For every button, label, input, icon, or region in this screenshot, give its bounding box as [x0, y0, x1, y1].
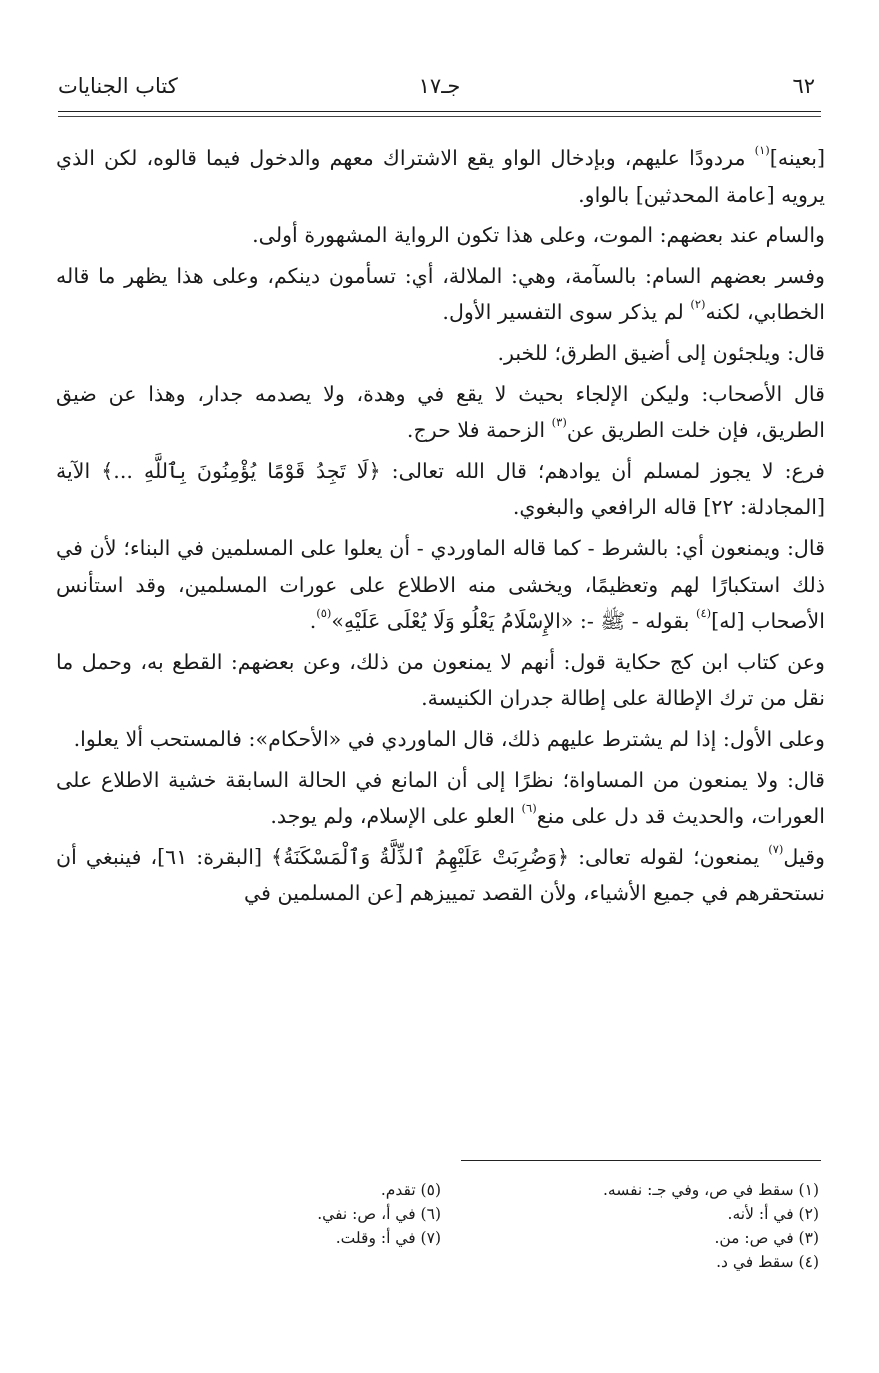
footnotes-right-column [603, 1178, 819, 1274]
paragraph: وعلى الأول: إذا لم يشترط عليهم ذلك، قال الماوردي في «الأحكام»: فالمستحب ألا يعلوا. [73, 726, 825, 751]
paragraph: قال: ولا يمنعون من المساواة؛ نظرًا إلى أن المانع في الحالة السابقة خشية الاطلاع على العورات، والحديث قد دل على منع$^{(٦)}$ العلو على الإسلام، ولم يوجد. [56, 767, 825, 829]
footnote-ref[interactable]: (٢) [690, 297, 706, 312]
page-number: ٦٢ [792, 74, 815, 98]
paragraph: [بعينه]$^{(١)}$ مردودًا عليهم، وبإدخال الواو يقع الاشتراك معهم والدخول فيما قالوه، لكن الذي يرويه [عامة المحدثين] بالواو. [56, 143, 825, 207]
body-text [56, 140, 825, 912]
paragraph: والسام عند بعضهم: الموت، وعلى هذا تكون الرواية المشهورة أولى. [252, 223, 825, 248]
footnote: (٣) في ص: من. [714, 1229, 819, 1247]
header-rule [58, 111, 821, 112]
footnote: (٤) سقط في د. [716, 1253, 819, 1271]
footnote: (١) سقط في ص، وفي جـ: نفسه. [603, 1181, 819, 1199]
footnote-ref[interactable]: (٥) [316, 606, 332, 621]
footnote: (٧) في أ: وقلت. [335, 1229, 441, 1247]
footnote-ref[interactable]: (٣) [551, 415, 567, 430]
paragraph: قال: ويلجئون إلى أضيق الطرق؛ للخبر. [497, 340, 825, 365]
paragraph: فرع: لا يجوز لمسلم أن يوادهم؛ قال الله تعالى: ﴿لَا تَجِدُ قَوْمًا يُؤْمِنُونَ بِٱللَّهِ ...﴾ الآية [المجادلة: ٢٢] قاله الرافعي والبغوي. [56, 458, 825, 520]
footnote: (٢) في أ: لأنه. [727, 1205, 819, 1223]
paragraph: وعن كتاب ابن كج حكاية قول: أنهم لا يمنعون من ذلك، وعن بعضهم: القطع به، وحمل ما نقل من ترك الإطالة على إطالة جدران الكنيسة. [56, 649, 825, 711]
paragraph: وقيل$^{(٧)}$ يمنعون؛ لقوله تعالى: ﴿وَضُرِبَتْ عَلَيْهِمُ ٱلذِّلَّةُ وَٱلْمَسْكَنَةُ﴾ [البقرة: ٦١]، فينبغي أن نستحقرهم في جميع الأشياء، ولأن القصد تمييزهم [عن المسلمين في [56, 841, 825, 906]
paragraph: قال الأصحاب: وليكن الإلجاء بحيث لا يقع في وهدة، ولا يصدمه جدار، وهذا عن ضيق الطريق، فإن خلت الطريق عن$^{(٣)}$ الزحمة فلا حرج. [56, 381, 825, 443]
header-rule-secondary [58, 116, 821, 117]
paragraph: قال: ويمنعون أي: بالشرط - كما قاله الماوردي - أن يعلوا على المسلمين في البناء؛ لأن في ذلك استكبارًا لهم وتعظيمًا، ويخشى منه الاطلاع على عورات المسلمين، وقد استأنس الأصحاب [له]$^{(٤)}$ بقوله - ﷺ -: «الإِسْلَامُ يَعْلُو وَلَا يُعْلَى عَلَيْهِ»$^{(٥)}$. [56, 535, 826, 634]
paragraph: وفسر بعضهم السام: بالسآمة، وهي: الملالة، أي: تسأمون دينكم، وعلى هذا يظهر ما قاله الخطابي، لكنه$^{(٢)}$ لم يذكر سوى التفسير الأول. [56, 263, 825, 325]
footnote-ref[interactable]: (٤) [695, 606, 712, 621]
volume-label: جـ١٧ [418, 74, 461, 98]
footnote: (٥) تقدم. [380, 1181, 441, 1199]
footnote-ref[interactable]: (١) [754, 143, 770, 157]
footnote-separator [461, 1160, 821, 1161]
footnotes-left-column [317, 1178, 441, 1250]
book-title: كتاب الجنايات [58, 74, 178, 98]
footnote: (٦) في أ، ص: نفي. [317, 1205, 441, 1223]
footnote-ref[interactable]: (٦) [521, 801, 537, 816]
footnote-ref[interactable]: (٧) [768, 841, 784, 856]
page-header [58, 70, 821, 106]
